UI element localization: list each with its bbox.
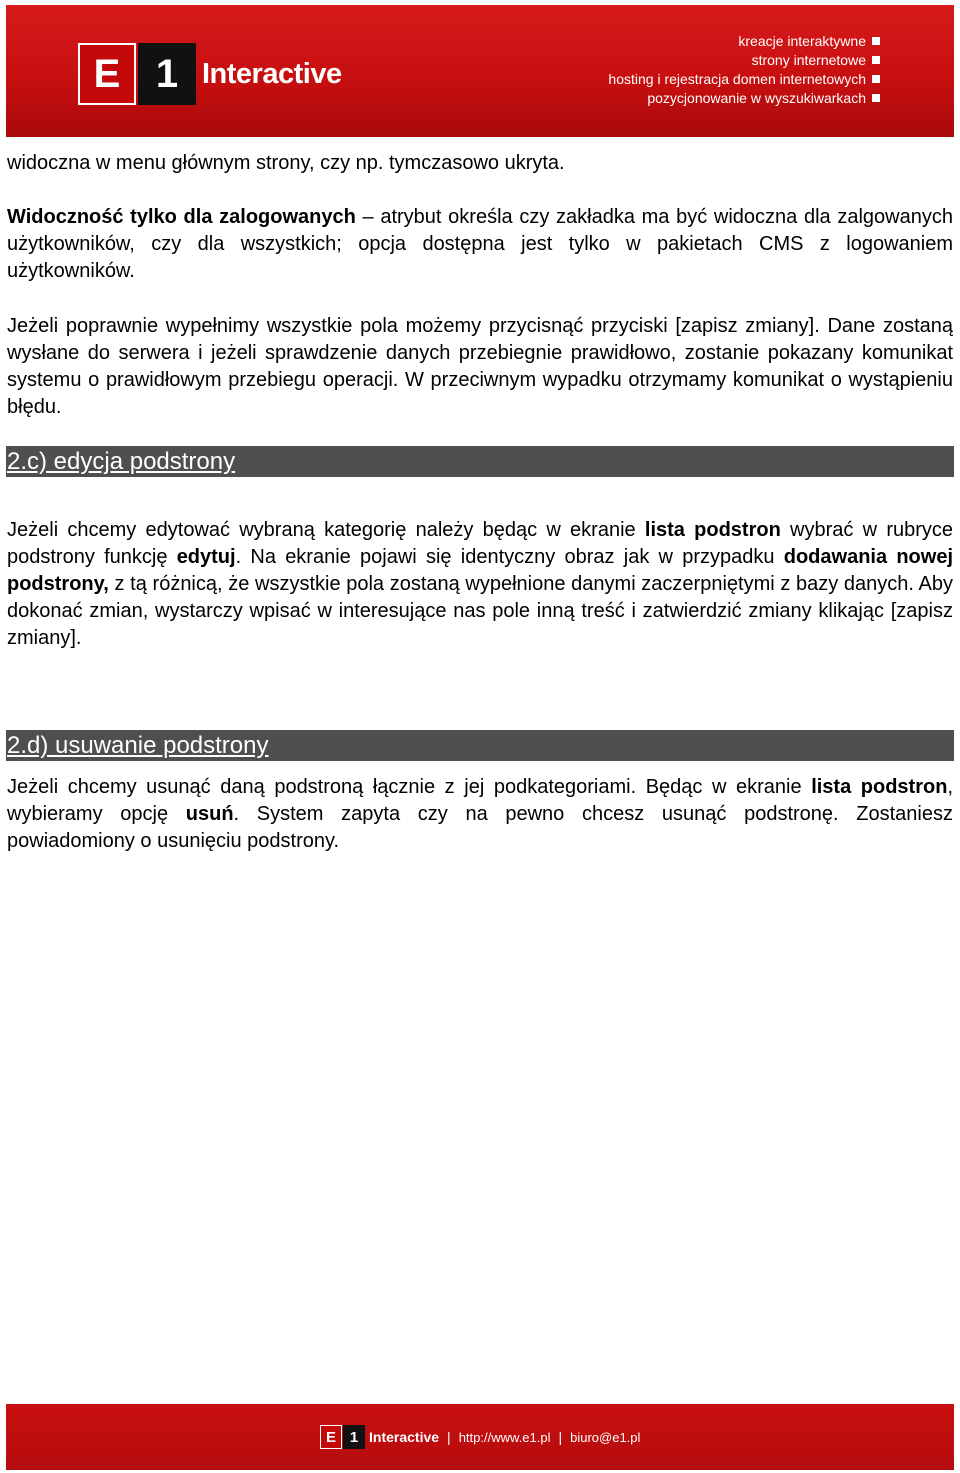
- tagline: strony internetowe: [608, 51, 880, 70]
- term-subpage-list: lista podstron: [644, 519, 781, 541]
- paragraph-edit-subpage: Jeżeli chcemy edytować wybraną kategorię należy będąc w ekranie lista podstron wybrać w rubryce podstrony funkcję edytuj. Na ekranie pojawi się identyczny obraz jak w przypadku dodawania nowej podstrony, z tą różnicą, że wszystkie pola zostaną wypełnione danymi zaczerpniętymi z bazy danych. Aby dokonać zmian, wystarczy wpisać w interesujące nas pole inną treść i zatwierdzić zmiany klikając [zapisz zmiany].: [7, 519, 954, 649]
- tagline: pozycjonowanie w wyszukiwarkach: [608, 89, 880, 108]
- footer-website-link[interactable]: http://www.e1.pl: [458, 1429, 551, 1445]
- square-bullet-icon: [872, 37, 880, 45]
- definition-text: – atrybut określa czy zakładka ma być widoczna dla zalgowanych użytkowników, czy dla wszystkich; opcja dostępna jest tylko w pakietach CMS z logowaniem użytkowników.: [7, 206, 953, 282]
- tagline: hosting i rejestracja domen internetowych: [608, 70, 880, 89]
- footer-contact-bar: [320, 1424, 640, 1450]
- paragraph-visibility-note: widoczna w menu głównym strony, czy np. tymczasowo ukryta.: [7, 152, 565, 174]
- paragraph-delete-subpage: Jeżeli chcemy usunąć daną podstroną łącznie z jej podkategoriami. Będąc w ekranie lista podstron, wybieramy opcję usuń. System zapyta czy na pewno chcesz usunąć podstronę. Zostaniesz powiadomiony o usunięciu podstrony.: [7, 776, 953, 852]
- term-subpage-list: lista podstron: [811, 776, 948, 798]
- tagline-list: [608, 32, 880, 108]
- square-bullet-icon: [872, 56, 880, 64]
- footer-logo-1-mark: 1: [343, 1425, 365, 1449]
- header-banner: [6, 5, 954, 137]
- logo-1-mark: 1: [138, 43, 196, 105]
- logo-e-mark: E: [78, 43, 136, 105]
- footer-email-link[interactable]: biuro@e1.pl: [570, 1429, 641, 1445]
- term-edit: edytuj: [176, 546, 236, 568]
- footer-logo-e-mark: E: [320, 1425, 342, 1449]
- footer-separator: |: [447, 1429, 451, 1445]
- logo-wordmark: Interactive: [202, 57, 342, 90]
- paragraph-logged-visibility: [7, 204, 953, 285]
- section-heading-edit: [6, 446, 954, 477]
- footer-banner: [6, 1404, 954, 1470]
- tagline: kreacje interaktywne: [608, 32, 880, 51]
- paragraph-save-changes: Jeżeli poprawnie wypełnimy wszystkie pola możemy przycisnąć przyciski [zapisz zmiany]. Dane zostaną wysłane do serwera i jeżeli sprawdzenie danych przebiegnie prawidłowo, zostanie pokazany komunikat systemu o prawidłowym przebiegu operacji. W przeciwnym wypadku otrzymamy komunikat o wystąpieniu błędu.: [7, 315, 953, 418]
- square-bullet-icon: [872, 75, 880, 83]
- term-delete: usuń: [185, 803, 234, 825]
- footer-logo-wordmark: Interactive: [369, 1429, 440, 1445]
- section-title-edit: 2.c) edycja podstrony: [7, 448, 236, 475]
- section-heading-delete: [6, 730, 954, 761]
- square-bullet-icon: [872, 94, 880, 102]
- section-title-delete: 2.d) usuwanie podstrony: [7, 732, 269, 759]
- term-add-new-subpage: dodawania nowej podstrony,: [7, 546, 954, 595]
- e1-logo[interactable]: [78, 43, 342, 105]
- term-logged-visibility: Widoczność tylko dla zalogowanych: [7, 206, 356, 228]
- footer-separator: |: [558, 1429, 563, 1445]
